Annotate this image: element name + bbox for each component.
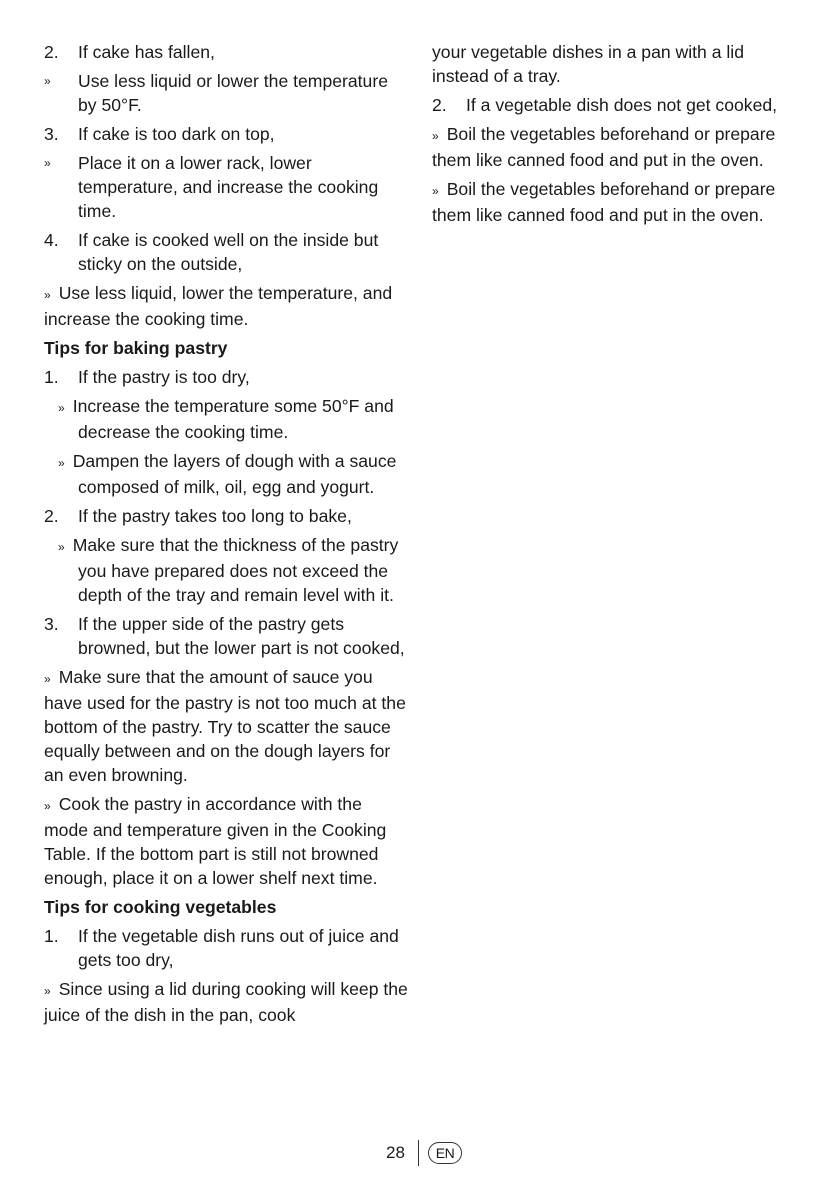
paragraph: your vegetable dishes in a pan with a lid instead of a tray. (432, 42, 744, 86)
bullet-marker: » (58, 401, 65, 415)
paragraph-text: Make sure that the amount of sauce you have used for the pastry is not too much at the bottom of the pastry. Try to scatter the sauce equally between and on the dough layers for an even browning. (44, 667, 406, 785)
item-number: 1. (44, 926, 59, 946)
list-item (44, 504, 410, 528)
list-item (44, 924, 410, 972)
item-number: 1. (44, 367, 59, 387)
bullet-marker: » (44, 156, 51, 170)
bullet-marker: » (58, 456, 65, 470)
section-heading: Tips for baking pastry (44, 338, 228, 358)
bullet-marker: » (432, 129, 439, 143)
item-number: 3. (44, 614, 59, 634)
item-number: 2. (44, 42, 59, 62)
item-text: If the vegetable dish runs out of juice and gets too dry, (78, 926, 399, 970)
item-number: 3. (44, 124, 59, 144)
list-item (44, 69, 410, 117)
list-item (432, 93, 800, 117)
paragraph-text: Use less liquid, lower the temperature, and increase the cooking time. (44, 283, 393, 329)
item-text: If the upper side of the pastry gets browned, but the lower part is not cooked, (78, 614, 405, 658)
page-number: 28 (386, 1143, 405, 1162)
list-item (44, 40, 410, 64)
item-text: Use less liquid or lower the temperature by 50°F. (78, 71, 388, 115)
list-item (44, 612, 410, 660)
paragraph (432, 177, 800, 227)
list-item (44, 365, 410, 389)
item-number: 4. (44, 230, 59, 250)
bullet-marker: » (44, 74, 51, 88)
section-heading: Tips for cooking vegetables (44, 897, 277, 917)
item-text: If cake is too dark on top, (78, 124, 275, 144)
right-column (432, 40, 800, 232)
paragraph-text: Since using a lid during cooking will keep the juice of the dish in the pan, cook (44, 979, 408, 1025)
paragraph (44, 665, 410, 787)
list-item (44, 122, 410, 146)
item-text: If a vegetable dish does not get cooked, (466, 95, 778, 115)
paragraph (44, 792, 410, 890)
bullet-marker: » (44, 984, 51, 998)
list-item (44, 228, 410, 276)
left-column (44, 40, 410, 1032)
item-text: If the pastry is too dry, (78, 367, 250, 387)
list-item (44, 394, 410, 444)
bullet-marker: » (44, 799, 51, 813)
paragraph (44, 281, 410, 331)
item-number: 2. (432, 95, 447, 115)
bullet-marker: » (432, 184, 439, 198)
paragraph-text: Cook the pastry in accordance with the mode and temperature given in the Cooking Table. If the bottom part is still not browned enough, place it on a lower shelf next time. (44, 794, 387, 888)
paragraph-text: Boil the vegetables beforehand or prepare them like canned food and put in the oven. (432, 179, 776, 225)
item-text: If cake has fallen, (78, 42, 215, 62)
list-item (44, 533, 410, 607)
list-item (44, 151, 410, 223)
footer-divider (418, 1140, 419, 1166)
item-text: If cake is cooked well on the inside but sticky on the outside, (78, 230, 379, 274)
paragraph-text: Boil the vegetables beforehand or prepare them like canned food and put in the oven. (432, 124, 776, 170)
item-text: Make sure that the thickness of the pastry you have prepared does not exceed the depth of the tray and remain level with it. (72, 535, 399, 605)
bullet-marker: » (44, 288, 51, 302)
item-text: If the pastry takes too long to bake, (78, 506, 352, 526)
paragraph (44, 977, 410, 1027)
bullet-marker: » (58, 540, 65, 554)
list-item (44, 449, 410, 499)
language-badge: EN (428, 1142, 462, 1164)
paragraph (432, 122, 800, 172)
item-text: Place it on a lower rack, lower temperature, and increase the cooking time. (78, 153, 379, 221)
item-text: Dampen the layers of dough with a sauce composed of milk, oil, egg and yogurt. (72, 451, 397, 497)
item-text: Increase the temperature some 50°F and decrease the cooking time. (72, 396, 394, 442)
bullet-marker: » (44, 672, 51, 686)
item-number: 2. (44, 506, 59, 526)
page-footer (0, 1140, 838, 1166)
